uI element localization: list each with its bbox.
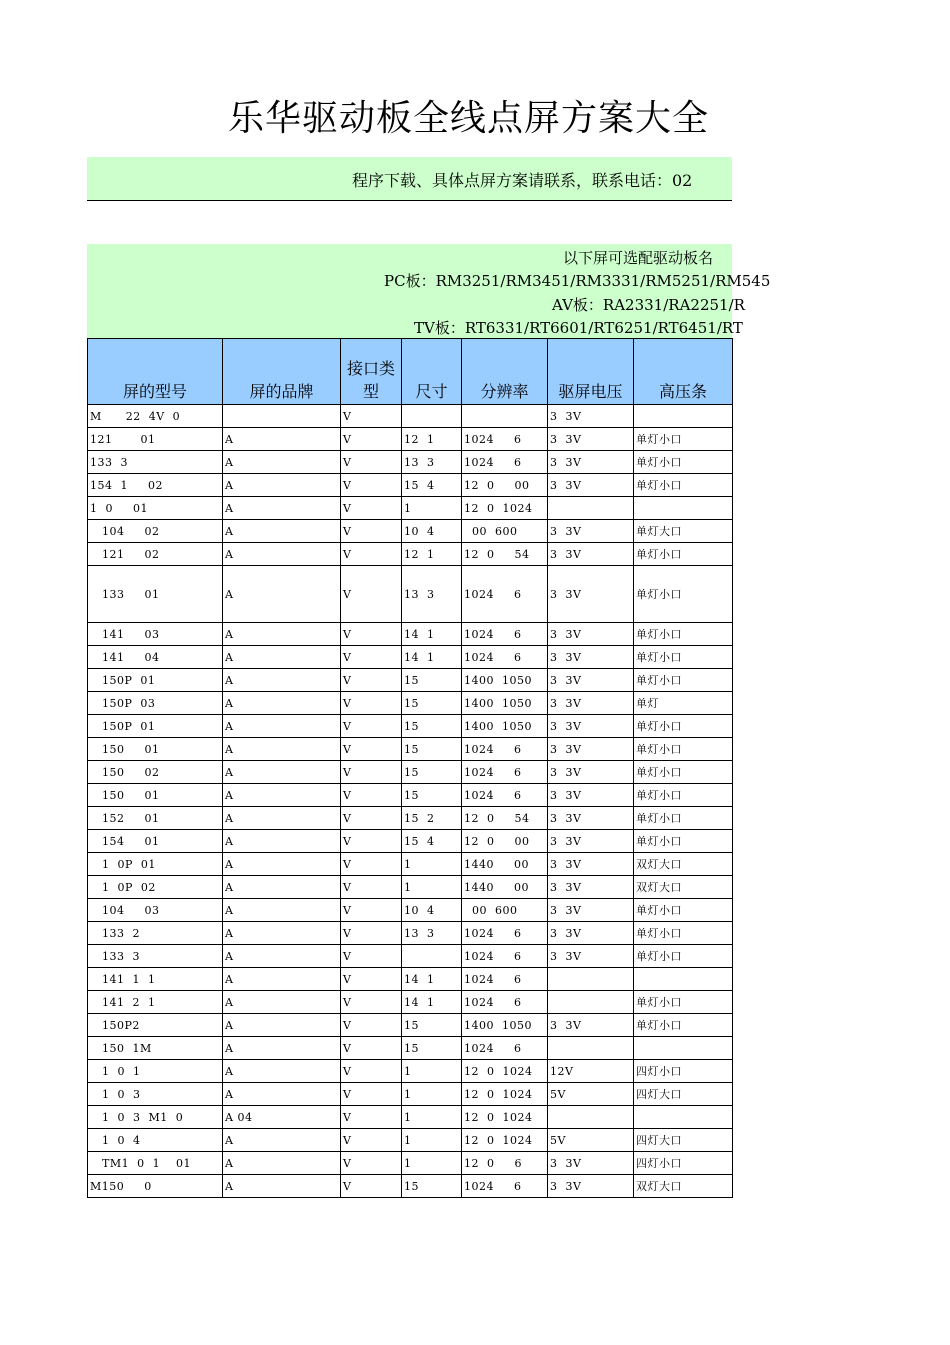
col-header-resolution: 分辨率	[462, 339, 548, 405]
cell-size: 14 1	[402, 646, 462, 669]
cell-voltage: 3 3V	[548, 692, 634, 715]
cell-size: 15	[402, 1175, 462, 1198]
contact-text: 程序下载、具体点屏方案请联系，联系电话：02	[352, 171, 693, 190]
cell-resolution: 1400 1050	[462, 715, 548, 738]
cell-interface: V	[341, 520, 402, 543]
cell-backlight: 双灯大口	[634, 1175, 733, 1198]
cell-model: 1 0 3	[88, 1083, 223, 1106]
cell-size: 15	[402, 692, 462, 715]
table-body	[88, 405, 733, 1198]
cell-backlight: 四灯小口	[634, 1152, 733, 1175]
cell-voltage: 3 3V	[548, 474, 634, 497]
cell-resolution: 1024 6	[462, 1037, 548, 1060]
cell-voltage: 3 3V	[548, 623, 634, 646]
cell-interface: V	[341, 566, 402, 623]
cell-brand: A	[223, 520, 341, 543]
cell-brand: A	[223, 1037, 341, 1060]
cell-model: 154 01	[88, 830, 223, 853]
cell-resolution: 12 0 54	[462, 807, 548, 830]
cell-interface: V	[341, 1037, 402, 1060]
table-row	[88, 428, 733, 451]
cell-size: 12 1	[402, 543, 462, 566]
table-row	[88, 623, 733, 646]
cell-resolution: 1024 6	[462, 566, 548, 623]
cell-model: M150 0	[88, 1175, 223, 1198]
cell-brand: A	[223, 497, 341, 520]
cell-resolution: 1024 6	[462, 968, 548, 991]
table-row	[88, 566, 733, 623]
cell-size: 14 1	[402, 623, 462, 646]
cell-brand: A	[223, 922, 341, 945]
cell-interface: V	[341, 922, 402, 945]
cell-backlight: 单灯小口	[634, 474, 733, 497]
cell-backlight: 四灯大口	[634, 1083, 733, 1106]
cell-brand: A	[223, 899, 341, 922]
cell-model: 1 0 1	[88, 1060, 223, 1083]
info-line-tv: TV板：RT6331/RT6601/RT6251/RT6451/RT	[414, 319, 743, 337]
cell-brand: A	[223, 543, 341, 566]
cell-size: 14 1	[402, 968, 462, 991]
cell-brand: A	[223, 1152, 341, 1175]
cell-voltage: 3 3V	[548, 1152, 634, 1175]
cell-size: 10 4	[402, 520, 462, 543]
cell-brand: A	[223, 830, 341, 853]
cell-voltage: 3 3V	[548, 899, 634, 922]
cell-backlight: 单灯小口	[634, 566, 733, 623]
cell-brand: A	[223, 991, 341, 1014]
col-header-size: 尺寸	[402, 339, 462, 405]
cell-interface: V	[341, 669, 402, 692]
cell-size: 15	[402, 761, 462, 784]
cell-model: 121 01	[88, 428, 223, 451]
cell-resolution: 1400 1050	[462, 1014, 548, 1037]
cell-resolution: 00 600	[462, 899, 548, 922]
cell-model: 133 2	[88, 922, 223, 945]
table-row	[88, 405, 733, 428]
cell-interface: V	[341, 853, 402, 876]
cell-interface: V	[341, 1175, 402, 1198]
cell-model: 1 0 01	[88, 497, 223, 520]
cell-interface: V	[341, 761, 402, 784]
cell-backlight	[634, 1037, 733, 1060]
cell-model: 150 01	[88, 784, 223, 807]
info-line-av: AV板：RA2331/RA2251/R	[552, 296, 745, 314]
cell-brand: A	[223, 669, 341, 692]
cell-size: 1	[402, 1060, 462, 1083]
cell-interface: V	[341, 738, 402, 761]
cell-backlight: 单灯小口	[634, 715, 733, 738]
cell-size: 15	[402, 1014, 462, 1037]
table-row	[88, 1083, 733, 1106]
cell-interface: V	[341, 876, 402, 899]
cell-model: 154 1 02	[88, 474, 223, 497]
cell-interface: V	[341, 715, 402, 738]
cell-brand: A	[223, 853, 341, 876]
cell-model: 133 3	[88, 451, 223, 474]
cell-backlight: 单灯大口	[634, 520, 733, 543]
cell-size: 15	[402, 784, 462, 807]
cell-brand: A 04	[223, 1106, 341, 1129]
table-row	[88, 692, 733, 715]
cell-model: 150P2	[88, 1014, 223, 1037]
cell-backlight: 单灯小口	[634, 1014, 733, 1037]
cell-size: 13 3	[402, 451, 462, 474]
cell-interface: V	[341, 1129, 402, 1152]
cell-size: 15	[402, 738, 462, 761]
cell-brand: A	[223, 784, 341, 807]
cell-brand: A	[223, 761, 341, 784]
cell-model: 150P 01	[88, 669, 223, 692]
cell-interface: V	[341, 692, 402, 715]
cell-resolution: 12 0 1024	[462, 497, 548, 520]
cell-size: 12 1	[402, 428, 462, 451]
cell-model: 121 02	[88, 543, 223, 566]
cell-voltage: 3 3V	[548, 405, 634, 428]
table-row	[88, 853, 733, 876]
cell-backlight: 单灯小口	[634, 922, 733, 945]
cell-size: 1	[402, 497, 462, 520]
cell-brand: A	[223, 968, 341, 991]
table-row	[88, 1060, 733, 1083]
cell-brand	[223, 405, 341, 428]
cell-interface: V	[341, 405, 402, 428]
cell-interface: V	[341, 899, 402, 922]
cell-model: 133 01	[88, 566, 223, 623]
cell-voltage	[548, 1037, 634, 1060]
cell-voltage: 3 3V	[548, 520, 634, 543]
cell-resolution: 12 0 1024	[462, 1083, 548, 1106]
cell-interface: V	[341, 474, 402, 497]
cell-model: 141 1 1	[88, 968, 223, 991]
cell-resolution: 12 0 1024	[462, 1106, 548, 1129]
cell-size: 1	[402, 1106, 462, 1129]
table-row	[88, 1106, 733, 1129]
cell-interface: V	[341, 1152, 402, 1175]
cell-model: 1 0 4	[88, 1129, 223, 1152]
cell-size	[402, 405, 462, 428]
cell-brand: A	[223, 738, 341, 761]
cell-resolution: 12 0 1024	[462, 1060, 548, 1083]
cell-model: 150 01	[88, 738, 223, 761]
table-row	[88, 945, 733, 968]
cell-model: 1 0 3 M1 0	[88, 1106, 223, 1129]
info-line-pc: PC板：RM3251/RM3451/RM3331/RM5251/RM545	[384, 272, 771, 290]
cell-resolution: 12 0 00	[462, 830, 548, 853]
cell-brand: A	[223, 474, 341, 497]
cell-backlight: 单灯小口	[634, 451, 733, 474]
cell-backlight: 单灯小口	[634, 807, 733, 830]
cell-voltage: 3 3V	[548, 853, 634, 876]
cell-model: 104 02	[88, 520, 223, 543]
cell-brand: A	[223, 1060, 341, 1083]
cell-brand: A	[223, 1175, 341, 1198]
cell-resolution: 1440 00	[462, 876, 548, 899]
cell-resolution: 1400 1050	[462, 692, 548, 715]
cell-voltage: 3 3V	[548, 669, 634, 692]
col-header-interface: 接口类型	[341, 339, 402, 405]
cell-backlight: 单灯小口	[634, 543, 733, 566]
cell-interface: V	[341, 945, 402, 968]
cell-brand: A	[223, 692, 341, 715]
table-row	[88, 968, 733, 991]
cell-voltage: 3 3V	[548, 646, 634, 669]
cell-size: 15	[402, 1037, 462, 1060]
cell-resolution	[462, 405, 548, 428]
cell-brand: A	[223, 876, 341, 899]
cell-voltage: 3 3V	[548, 761, 634, 784]
cell-backlight: 四灯小口	[634, 1060, 733, 1083]
cell-model: 150 02	[88, 761, 223, 784]
cell-interface: V	[341, 830, 402, 853]
table-row	[88, 1129, 733, 1152]
cell-resolution: 1024 6	[462, 738, 548, 761]
screen-table	[87, 338, 733, 1198]
cell-interface: V	[341, 807, 402, 830]
cell-size: 15 2	[402, 807, 462, 830]
cell-voltage: 3 3V	[548, 738, 634, 761]
cell-size: 10 4	[402, 899, 462, 922]
cell-voltage	[548, 497, 634, 520]
cell-brand: A	[223, 715, 341, 738]
table-row	[88, 715, 733, 738]
cell-voltage: 3 3V	[548, 784, 634, 807]
table-row	[88, 1152, 733, 1175]
cell-size: 1	[402, 1129, 462, 1152]
cell-backlight: 四灯大口	[634, 1129, 733, 1152]
cell-brand: A	[223, 623, 341, 646]
cell-interface: V	[341, 1083, 402, 1106]
cell-interface: V	[341, 543, 402, 566]
cell-voltage: 3 3V	[548, 945, 634, 968]
cell-voltage: 3 3V	[548, 428, 634, 451]
col-header-backlight: 高压条	[634, 339, 733, 405]
cell-model: 152 01	[88, 807, 223, 830]
cell-model: 141 03	[88, 623, 223, 646]
table-row	[88, 807, 733, 830]
cell-model: 1 0P 02	[88, 876, 223, 899]
cell-model: 150P 01	[88, 715, 223, 738]
cell-voltage: 5V	[548, 1083, 634, 1106]
cell-backlight	[634, 405, 733, 428]
cell-brand: A	[223, 1083, 341, 1106]
table-row	[88, 738, 733, 761]
cell-size: 1	[402, 853, 462, 876]
cell-model: 141 2 1	[88, 991, 223, 1014]
cell-backlight: 单灯小口	[634, 899, 733, 922]
cell-brand: A	[223, 1014, 341, 1037]
table-row	[88, 922, 733, 945]
table-row	[88, 497, 733, 520]
cell-voltage: 3 3V	[548, 1014, 634, 1037]
col-header-voltage: 驱屏电压	[548, 339, 634, 405]
cell-backlight	[634, 968, 733, 991]
cell-resolution: 1024 6	[462, 991, 548, 1014]
cell-voltage	[548, 991, 634, 1014]
cell-backlight: 单灯小口	[634, 428, 733, 451]
cell-voltage: 3 3V	[548, 830, 634, 853]
cell-backlight: 双灯大口	[634, 853, 733, 876]
cell-resolution: 1024 6	[462, 1175, 548, 1198]
cell-voltage: 12V	[548, 1060, 634, 1083]
col-header-brand: 屏的品牌	[223, 339, 341, 405]
table-row	[88, 1014, 733, 1037]
table-row	[88, 830, 733, 853]
cell-voltage: 3 3V	[548, 451, 634, 474]
cell-backlight: 双灯大口	[634, 876, 733, 899]
cell-backlight	[634, 1106, 733, 1129]
cell-voltage	[548, 1106, 634, 1129]
cell-model: M 22 4V 0	[88, 405, 223, 428]
cell-resolution: 1024 6	[462, 761, 548, 784]
cell-resolution: 12 0 54	[462, 543, 548, 566]
table-row	[88, 761, 733, 784]
table-row	[88, 784, 733, 807]
cell-brand: A	[223, 428, 341, 451]
cell-backlight: 单灯小口	[634, 646, 733, 669]
cell-voltage: 5V	[548, 1129, 634, 1152]
cell-backlight: 单灯小口	[634, 623, 733, 646]
table-row	[88, 474, 733, 497]
cell-brand: A	[223, 451, 341, 474]
cell-voltage: 3 3V	[548, 876, 634, 899]
cell-resolution: 1024 6	[462, 646, 548, 669]
cell-resolution: 12 0 1024	[462, 1129, 548, 1152]
table-row	[88, 646, 733, 669]
cell-interface: V	[341, 646, 402, 669]
cell-size: 14 1	[402, 991, 462, 1014]
cell-model: TM1 0 1 01	[88, 1152, 223, 1175]
table-row	[88, 1175, 733, 1198]
cell-resolution: 1024 6	[462, 922, 548, 945]
page-title: 乐华驱动板全线点屏方案大全	[228, 98, 710, 139]
cell-size: 15	[402, 715, 462, 738]
cell-voltage: 3 3V	[548, 715, 634, 738]
cell-voltage: 3 3V	[548, 566, 634, 623]
table-row	[88, 543, 733, 566]
cell-brand: A	[223, 646, 341, 669]
cell-interface: V	[341, 428, 402, 451]
table-row	[88, 451, 733, 474]
cell-interface: V	[341, 1014, 402, 1037]
cell-backlight: 单灯小口	[634, 761, 733, 784]
cell-resolution: 1400 1050	[462, 669, 548, 692]
table-row	[88, 1037, 733, 1060]
cell-model: 104 03	[88, 899, 223, 922]
cell-resolution: 1024 6	[462, 945, 548, 968]
cell-resolution: 1024 6	[462, 451, 548, 474]
col-header-model: 屏的型号	[88, 339, 223, 405]
table-header-row	[88, 339, 733, 405]
cell-size: 1	[402, 1152, 462, 1175]
cell-model: 150P 03	[88, 692, 223, 715]
cell-interface: V	[341, 784, 402, 807]
table-row	[88, 669, 733, 692]
table-row	[88, 876, 733, 899]
cell-interface: V	[341, 968, 402, 991]
cell-backlight: 单灯小口	[634, 830, 733, 853]
cell-size: 1	[402, 1083, 462, 1106]
cell-interface: V	[341, 1060, 402, 1083]
cell-backlight: 单灯小口	[634, 991, 733, 1014]
cell-size: 15	[402, 669, 462, 692]
info-line-1: 以下屏可选配驱动板名	[563, 249, 714, 267]
cell-backlight: 单灯小口	[634, 945, 733, 968]
cell-model: 1 0P 01	[88, 853, 223, 876]
cell-interface: V	[341, 497, 402, 520]
cell-size: 1	[402, 876, 462, 899]
cell-resolution: 12 0 00	[462, 474, 548, 497]
cell-interface: V	[341, 991, 402, 1014]
cell-backlight: 单灯小口	[634, 669, 733, 692]
cell-size	[402, 945, 462, 968]
cell-voltage: 3 3V	[548, 543, 634, 566]
cell-voltage: 3 3V	[548, 922, 634, 945]
cell-brand: A	[223, 807, 341, 830]
cell-resolution: 1440 00	[462, 853, 548, 876]
table-row	[88, 520, 733, 543]
cell-backlight: 单灯小口	[634, 784, 733, 807]
cell-interface: V	[341, 623, 402, 646]
cell-interface: V	[341, 451, 402, 474]
cell-backlight: 单灯小口	[634, 738, 733, 761]
cell-voltage	[548, 968, 634, 991]
cell-resolution: 1024 6	[462, 784, 548, 807]
cell-resolution: 12 0 6	[462, 1152, 548, 1175]
cell-resolution: 1024 6	[462, 623, 548, 646]
cell-model: 133 3	[88, 945, 223, 968]
cell-voltage: 3 3V	[548, 1175, 634, 1198]
cell-brand: A	[223, 1129, 341, 1152]
cell-size: 13 3	[402, 566, 462, 623]
cell-size: 15 4	[402, 830, 462, 853]
cell-size: 15 4	[402, 474, 462, 497]
cell-model: 141 04	[88, 646, 223, 669]
cell-voltage: 3 3V	[548, 807, 634, 830]
cell-backlight	[634, 497, 733, 520]
cell-resolution: 00 600	[462, 520, 548, 543]
cell-resolution: 1024 6	[462, 428, 548, 451]
cell-interface: V	[341, 1106, 402, 1129]
table-row	[88, 991, 733, 1014]
table-row	[88, 899, 733, 922]
cell-brand: A	[223, 945, 341, 968]
cell-size: 13 3	[402, 922, 462, 945]
cell-model: 150 1M	[88, 1037, 223, 1060]
cell-backlight: 单灯	[634, 692, 733, 715]
cell-brand: A	[223, 566, 341, 623]
